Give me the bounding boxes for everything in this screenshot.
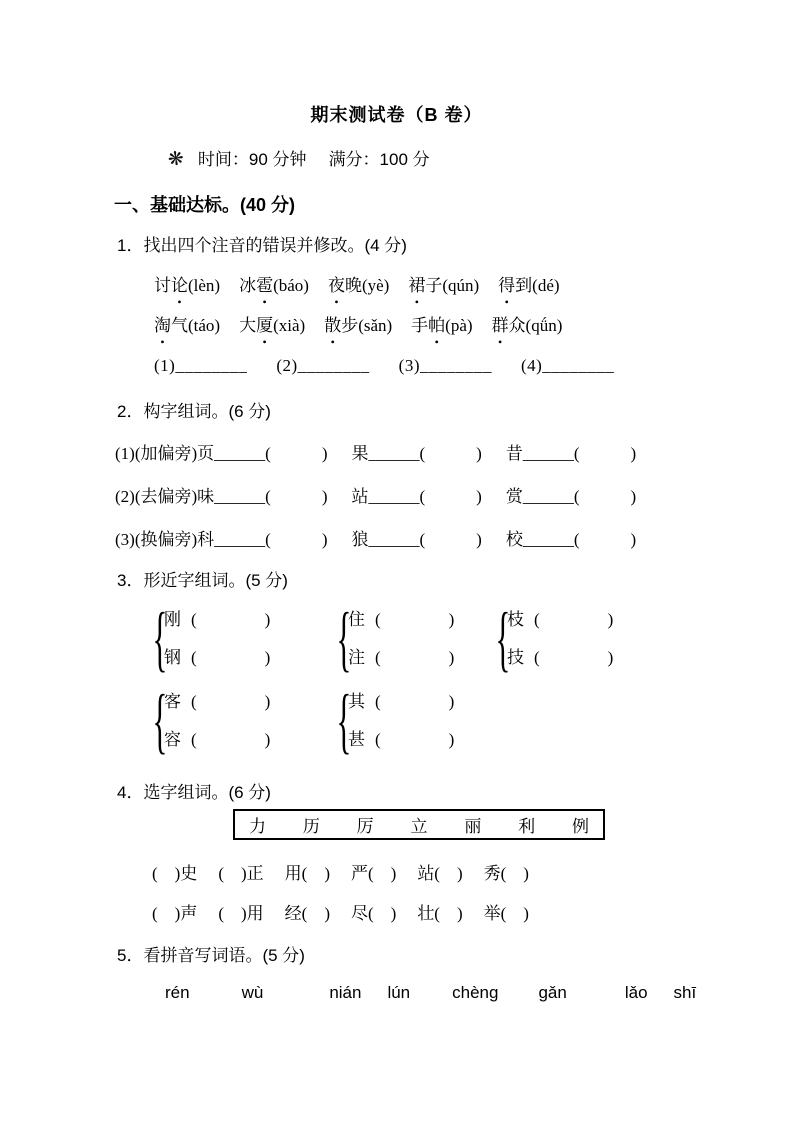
build-word-group: 昔______( ): [505, 444, 637, 463]
fill-blank-item: 严( ): [350, 864, 397, 883]
pinyin-annotation: (qǘn): [525, 316, 563, 335]
fill-blank-item: ( )用: [218, 904, 264, 923]
paren-blank: ( ): [375, 730, 455, 749]
answer-blank: ______: [522, 444, 574, 463]
brace-icon: {: [152, 680, 168, 762]
q3-pair-zhu: { 住 ( ) 注 ( ): [336, 598, 455, 680]
subitem-label: (1)(加偏旁): [115, 444, 198, 463]
word-group: 淘气(táo): [154, 311, 220, 336]
q3-stem: 3．形近字组词。(5 分): [117, 571, 288, 590]
q3-pair-qi: { 其 ( ) 甚 ( ): [336, 680, 455, 762]
fill-blank-item: 秀( ): [483, 864, 529, 883]
pinyin-annotation: (táo): [188, 316, 221, 335]
brace-icon: {: [495, 598, 511, 680]
pinyin-annotation: (dé): [532, 276, 560, 295]
decorative-star-icon: ❋: [166, 147, 186, 172]
brace-icon: {: [336, 598, 352, 680]
paren-blank: ( ): [419, 444, 482, 463]
dotted-char: 淘: [154, 316, 171, 335]
dotted-char: 得: [498, 276, 516, 295]
paren-blank: ( ): [265, 487, 328, 506]
pinyin-syllable: wù: [241, 983, 264, 1002]
build-word-group: 校______( ): [505, 530, 637, 549]
q4-row-b: [152, 899, 529, 924]
paren-blank: ( ): [534, 610, 614, 629]
bank-char: 利: [518, 817, 536, 836]
dotted-char: 裙: [408, 276, 426, 295]
word-group: 散步(sǎn): [324, 311, 392, 336]
exam-title: 期末测试卷（B 卷）: [310, 105, 483, 125]
section-heading: 一、基础达标。(40 分): [114, 195, 296, 215]
q2-row-1: [115, 439, 660, 464]
build-word-group: 狼______( ): [351, 530, 482, 549]
answer-blank: ______: [368, 487, 420, 506]
pinyin-annotation: (yè): [361, 276, 390, 295]
build-word-group: 赏______( ): [505, 487, 637, 506]
bank-char: 立: [410, 817, 428, 836]
pinyin-annotation: (xià): [273, 316, 306, 335]
paren-blank: ( ): [419, 530, 482, 549]
pinyin-syllable: chèng: [452, 983, 499, 1002]
paren-blank: ( ): [375, 610, 455, 629]
paren-blank: ( ): [375, 648, 455, 667]
bank-char: 力: [249, 817, 266, 836]
fill-blank-item: 站( ): [417, 864, 463, 883]
pinyin-syllable: nián: [329, 983, 362, 1002]
answer-blank: ______: [522, 487, 574, 506]
pinyin-syllable: rén: [165, 983, 190, 1002]
word-group: 讨论(lèn): [154, 271, 220, 296]
dotted-char: 雹: [256, 276, 274, 295]
q1-words-row1: [154, 271, 560, 296]
subitem-label: (3)(换偏旁): [115, 530, 198, 549]
q1-answer-blanks: [154, 356, 614, 376]
answer-blank: ______: [368, 444, 420, 463]
subitem-label: (2)(去偏旁): [115, 487, 198, 506]
q3-pair-gang: { 刚 ( ) 钢 ( ): [152, 598, 271, 680]
answer-blank: ______: [214, 444, 266, 463]
build-word-group: 科______( ): [197, 530, 328, 549]
word-group: 手帕(pà): [411, 311, 472, 336]
word-group: 裙子(qún): [408, 271, 479, 296]
answer-blank: ______: [214, 487, 266, 506]
pinyin-syllable: lún: [387, 983, 411, 1002]
dotted-char: 群: [491, 316, 509, 335]
pinyin-syllable: shī: [673, 983, 697, 1002]
pinyin-annotation: (lèn): [188, 276, 221, 295]
build-word-group: 果______( ): [351, 444, 482, 463]
paren-blank: ( ): [419, 487, 482, 506]
word-group: 群众(qǘn): [492, 311, 563, 336]
fill-blank-item: ( )史: [152, 864, 198, 883]
pinyin-annotation: (pà): [445, 316, 473, 335]
pinyin-annotation: (qún): [442, 276, 480, 295]
full-score: 满分：100 分: [328, 150, 430, 169]
bank-char: 厉: [356, 817, 374, 836]
q4-stem: 4．选字组词。(6 分): [117, 783, 271, 802]
paren-blank: ( ): [265, 530, 328, 549]
build-word-group: 页______( ): [197, 444, 328, 463]
time-limit: 时间：90 分钟: [197, 150, 307, 169]
brace-icon: {: [336, 680, 352, 762]
answer-blank: ______: [214, 530, 266, 549]
word-group: 冰雹(báo): [239, 271, 309, 296]
build-word-group: 站______( ): [351, 487, 482, 506]
fill-blank-item: 壮( ): [417, 904, 463, 923]
paren-blank: ( ): [191, 730, 271, 749]
fill-blank-item: 经( ): [284, 904, 330, 923]
pinyin-annotation: (báo): [273, 276, 309, 295]
fill-blank-item: ( )声: [152, 904, 198, 923]
pinyin-syllable: gǎn: [538, 983, 567, 1002]
brace-icon: {: [152, 598, 168, 680]
answer-blank: (3)________: [398, 356, 492, 375]
fill-blank-item: ( )正: [218, 864, 264, 883]
paren-blank: ( ): [191, 610, 271, 629]
answer-blank: (1)________: [154, 356, 248, 375]
q3-pair-zhi: { 枝 ( ) 技 ( ): [495, 598, 614, 680]
q5-pinyin-row: [165, 983, 696, 1003]
q2-stem: 2．构字组词。(6 分): [117, 402, 271, 421]
bank-char: 历: [302, 817, 320, 836]
build-word-group: 味______( ): [197, 487, 328, 506]
q2-row-3: [115, 525, 660, 550]
word-group: 大厦(xià): [239, 311, 305, 336]
paren-blank: ( ): [573, 487, 637, 506]
q1-stem: 1．找出四个注音的错误并修改。(4 分): [117, 236, 407, 255]
bank-char: 丽: [464, 817, 482, 836]
q1-words-row2: [154, 311, 562, 336]
pinyin-syllable: lǎo: [624, 983, 648, 1002]
paren-blank: ( ): [191, 692, 271, 711]
exam-meta: [168, 145, 430, 171]
paren-blank: ( ): [573, 444, 637, 463]
dotted-char: 论: [171, 276, 188, 295]
pinyin-annotation: (sǎn): [358, 316, 393, 335]
q2-row-2: [115, 482, 660, 507]
fill-blank-item: 举( ): [483, 904, 529, 923]
bank-char: 例: [571, 817, 589, 836]
dotted-char: 散: [324, 316, 342, 335]
paren-blank: ( ): [191, 648, 271, 667]
fill-blank-item: 尽( ): [350, 904, 397, 923]
dotted-char: 厦: [256, 316, 274, 335]
word-group: 得到(dé): [498, 271, 559, 296]
paren-blank: ( ): [573, 530, 637, 549]
answer-blank: ______: [522, 530, 574, 549]
q4-character-bank: [233, 809, 605, 840]
q3-pair-ke: { 客 ( ) 容 ( ): [152, 680, 271, 762]
word-group: 夜晚(yè): [328, 271, 389, 296]
answer-blank: (2)________: [276, 356, 370, 375]
paren-blank: ( ): [375, 692, 455, 711]
paren-blank: ( ): [265, 444, 328, 463]
paren-blank: ( ): [534, 648, 614, 667]
q5-stem: 5．看拼音写词语。(5 分): [117, 946, 305, 965]
answer-blank: (4)________: [520, 356, 615, 375]
dotted-char: 夜: [327, 276, 345, 295]
q4-row-a: [152, 859, 529, 884]
dotted-char: 帕: [428, 316, 446, 335]
fill-blank-item: 用( ): [284, 864, 330, 883]
answer-blank: ______: [368, 530, 420, 549]
